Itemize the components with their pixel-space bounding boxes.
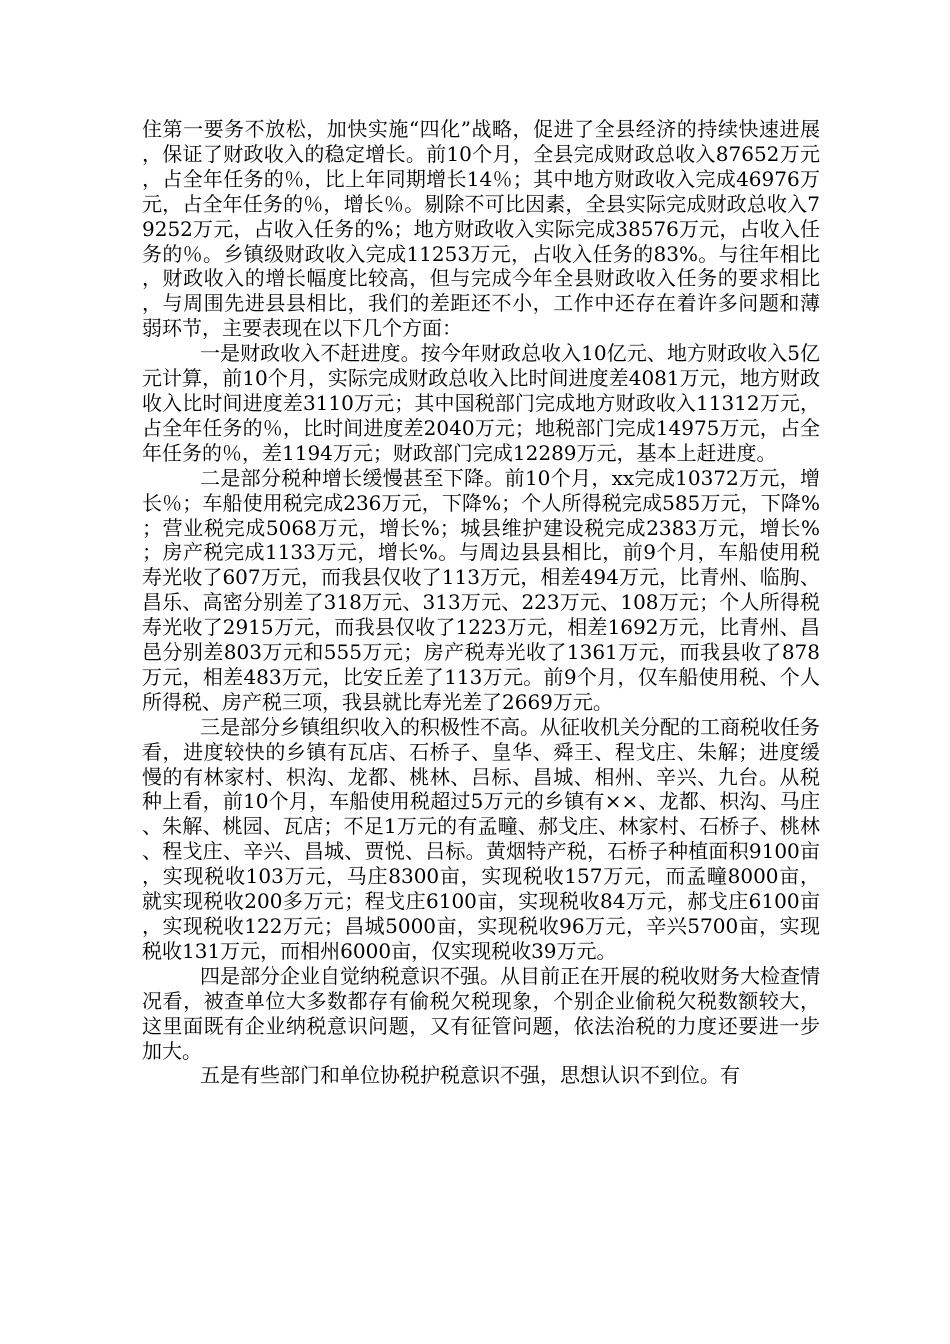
paragraph-intro: 住第一要务不放松，加快实施“四化”战略，促进了全县经济的持续快速进展，保证了财政收入的稳定增长。前10个月，全县完成财政总收入87652万元，占全年任务的％，比上年同期增长14％；其中地方财政收入完成46976万元，占全年任务的％，增长％。剔除不可比因素，全县实际完成财政总收入79252万元，占收入任务的%；地方财政收入实际完成38576万元，占收入任务的％。乡镇级财政收入完成11253万元，占收入任务的83%。与往年相比，财政收入的增长幅度比较高，但与完成今年全县财政收入任务的要求相比，与周围先进县县相比，我们的差距还不小，工作中还存在着许多问题和薄弱环节，主要表现在以下几个方面： xyxy=(142,117,820,341)
paragraph-point-2: 二是部分税种增长缓慢甚至下降。前10个月，xx完成10372万元，增长％；车船使用税完成236万元，下降%；个人所得税完成585万元，下降%；营业税完成5068万元，增长%；城县维护建设税完成2383万元，增长%；房产税完成1133万元，增长%。与周边县县相比，前9个月，车船使用税寿光收了607万元，而我县仅收了113万元，相差494万元，比青州、临朐、昌乐、高密分别差了318万元、313万元、223万元、108万元；个人所得税寿光收了2915万元，而我县仅收了1223万元，相差1692万元，比青州、昌邑分别差803万元和555万元；房产税寿光收了1361万元，而我县收了878万元，相差483万元，比安丘差了113万元。前9个月，仅车船使用税、个人所得税、房产税三项，我县就比寿光差了2669万元。 xyxy=(142,465,820,714)
document-body xyxy=(142,117,820,1088)
paragraph-point-1: 一是财政收入不赶进度。按今年财政总收入10亿元、地方财政收入5亿元计算，前10个月，实际完成财政总收入比时间进度差4081万元，地方财政收入比时间进度差3110万元；其中国税部门完成地方财政收入11312万元，占全年任务的％，比时间进度差2040万元；地税部门完成14975万元，占全年任务的％，差1194万元；财政部门完成12289万元，基本上赶进度。 xyxy=(142,341,820,465)
paragraph-point-5: 五是有些部门和单位协税护税意识不强，思想认识不到位。有 xyxy=(200,1063,740,1088)
paragraph-point-4: 四是部分企业自觉纳税意识不强。从目前正在开展的税收财务大检查情况看，被查单位大多数都存有偷税欠税现象，个别企业偷税欠税数额较大，这里面既有企业纳税意识问题，又有征管问题，依法治税的力度还要进一步加大。 xyxy=(142,963,820,1063)
paragraph-point-3: 三是部分乡镇组织收入的积极性不高。从征收机关分配的工商税收任务看，进度较快的乡镇有瓦店、石桥子、皇华、舜王、程戈庄、朱解；进度缓慢的有林家村、枳沟、龙都、桃林、吕标、昌城、相州、辛兴、九台。从税种上看，前10个月，车船使用税超过5万元的乡镇有××、龙都、枳沟、马庄、朱解、桃园、瓦店；不足1万元的有孟疃、郝戈庄、林家村、石桥子、桃林、程戈庄、辛兴、昌城、贾悦、吕标。黄烟特产税，石桥子种植面积9100亩，实现税收103万元，马庄8300亩，实现税收157万元，而孟疃8000亩，就实现税收200多万元；程戈庄6100亩，实现税收84万元，郝戈庄6100亩，实现税收122万元；昌城5000亩，实现税收96万元，辛兴5700亩，实现税收131万元，而相州6000亩，仅实现税收39万元。 xyxy=(142,714,820,963)
